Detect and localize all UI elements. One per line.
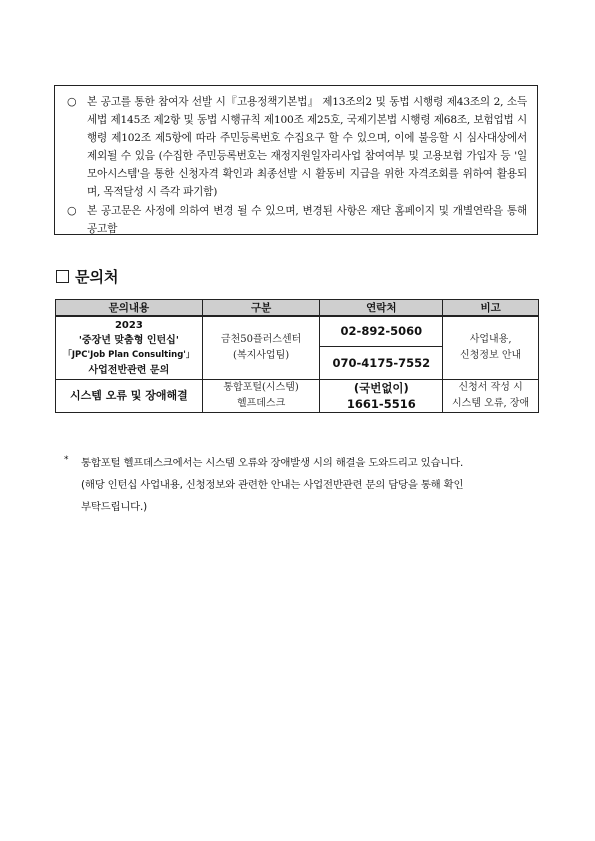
- circle-bullet-icon: ○: [67, 95, 77, 108]
- phone-number: 1661-5516: [346, 396, 416, 411]
- phone-cell: 02-892-5060: [320, 316, 443, 346]
- phone-cell: [320, 379, 443, 412]
- note-cell: [443, 316, 539, 379]
- notice-item-personal-id: [65, 93, 527, 201]
- notice-text: 본 공고문은 사정에 의하여 변경 될 수 있으며, 변경된 사항은 재단 홈페이지 및 개별연락을 통해 공고함: [87, 205, 527, 235]
- section-title: 문의처: [75, 268, 119, 286]
- table-row: [56, 316, 539, 346]
- inquiry-year: 2023: [114, 319, 143, 331]
- phone-prefix: (국번없이): [353, 380, 409, 395]
- header-type: 구분: [202, 300, 320, 317]
- note-line: 시스템 오류, 장애: [452, 397, 530, 409]
- note-line: 사업내용,: [469, 333, 512, 345]
- type-cell: [202, 316, 320, 379]
- circle-bullet-icon: ○: [67, 204, 77, 217]
- header-note: 비고: [443, 300, 539, 317]
- contact-table: [55, 299, 539, 413]
- type-team: (복지사업팀): [233, 349, 290, 361]
- type-cell: [202, 379, 320, 412]
- type-line: 헬프데스크: [236, 397, 286, 409]
- type-line: 통합포털(시스템): [223, 381, 299, 393]
- asterisk-icon: *: [64, 455, 69, 465]
- inquiry-topic: 사업전반관련 문의: [88, 364, 170, 376]
- section-heading-contact: [56, 266, 118, 287]
- notice-box: [54, 85, 538, 235]
- inquiry-cell: 시스템 오류 및 장애해결: [56, 379, 203, 412]
- notice-item-change: [65, 202, 527, 238]
- inquiry-program: '중장년 맞춤형 인턴십': [78, 334, 179, 346]
- header-inquiry: 문의내용: [56, 300, 203, 317]
- note-cell: [443, 379, 539, 412]
- footnote-line: 부탁드립니다.): [81, 501, 147, 513]
- checkbox-icon: [56, 270, 69, 283]
- header-contact: 연락처: [320, 300, 443, 317]
- note-line: 신청정보 안내: [460, 349, 522, 361]
- footnote-line: 통합포털 헬프데스크에서는 시스템 오류와 장애발생 시의 해결을 도와드리고 있습니다.: [81, 457, 464, 469]
- table-row: [56, 379, 539, 412]
- type-center: 금천50플러스센터: [220, 333, 302, 345]
- note-line: 신청서 작성 시: [458, 381, 523, 393]
- phone-cell: 070-4175-7552: [320, 346, 443, 379]
- footnote-line: (해당 인턴십 사업내용, 신청정보와 관련한 안내는 사업전반관련 문의 담당을 통해 확인: [81, 479, 464, 491]
- footnote: [64, 452, 542, 518]
- inquiry-cell: [56, 316, 203, 379]
- table-header-row: [56, 300, 539, 317]
- inquiry-program-sub: 「JPC'Job Plan Consulting'」: [63, 349, 195, 360]
- notice-text: 본 공고를 통한 참여자 선발 시『고용정책기본법』 제13조의2 및 동법 시행령 제43조의 2, 소득세법 제145조 제2항 및 동법 시행규칙 제100조 제25호, 국제기본법 시행령 제68조, 보험업법 시행령 제102조 제5항에 따라 주민등록번호 수집요구 할 수 있으며, 이에 불응할 시 심사대상에서 제외될 수 있음 (수집한 주민등록번호는 재정지원일자리사업 참여여부 및 고용보험 가입자 등 '일모아시스템'을 통한 신청자격 확인과 최종선발 시 활동비 지급을 위한 자격조회를 위하여 활용되며, 목적달성 시 즉각 파기함): [87, 96, 527, 198]
